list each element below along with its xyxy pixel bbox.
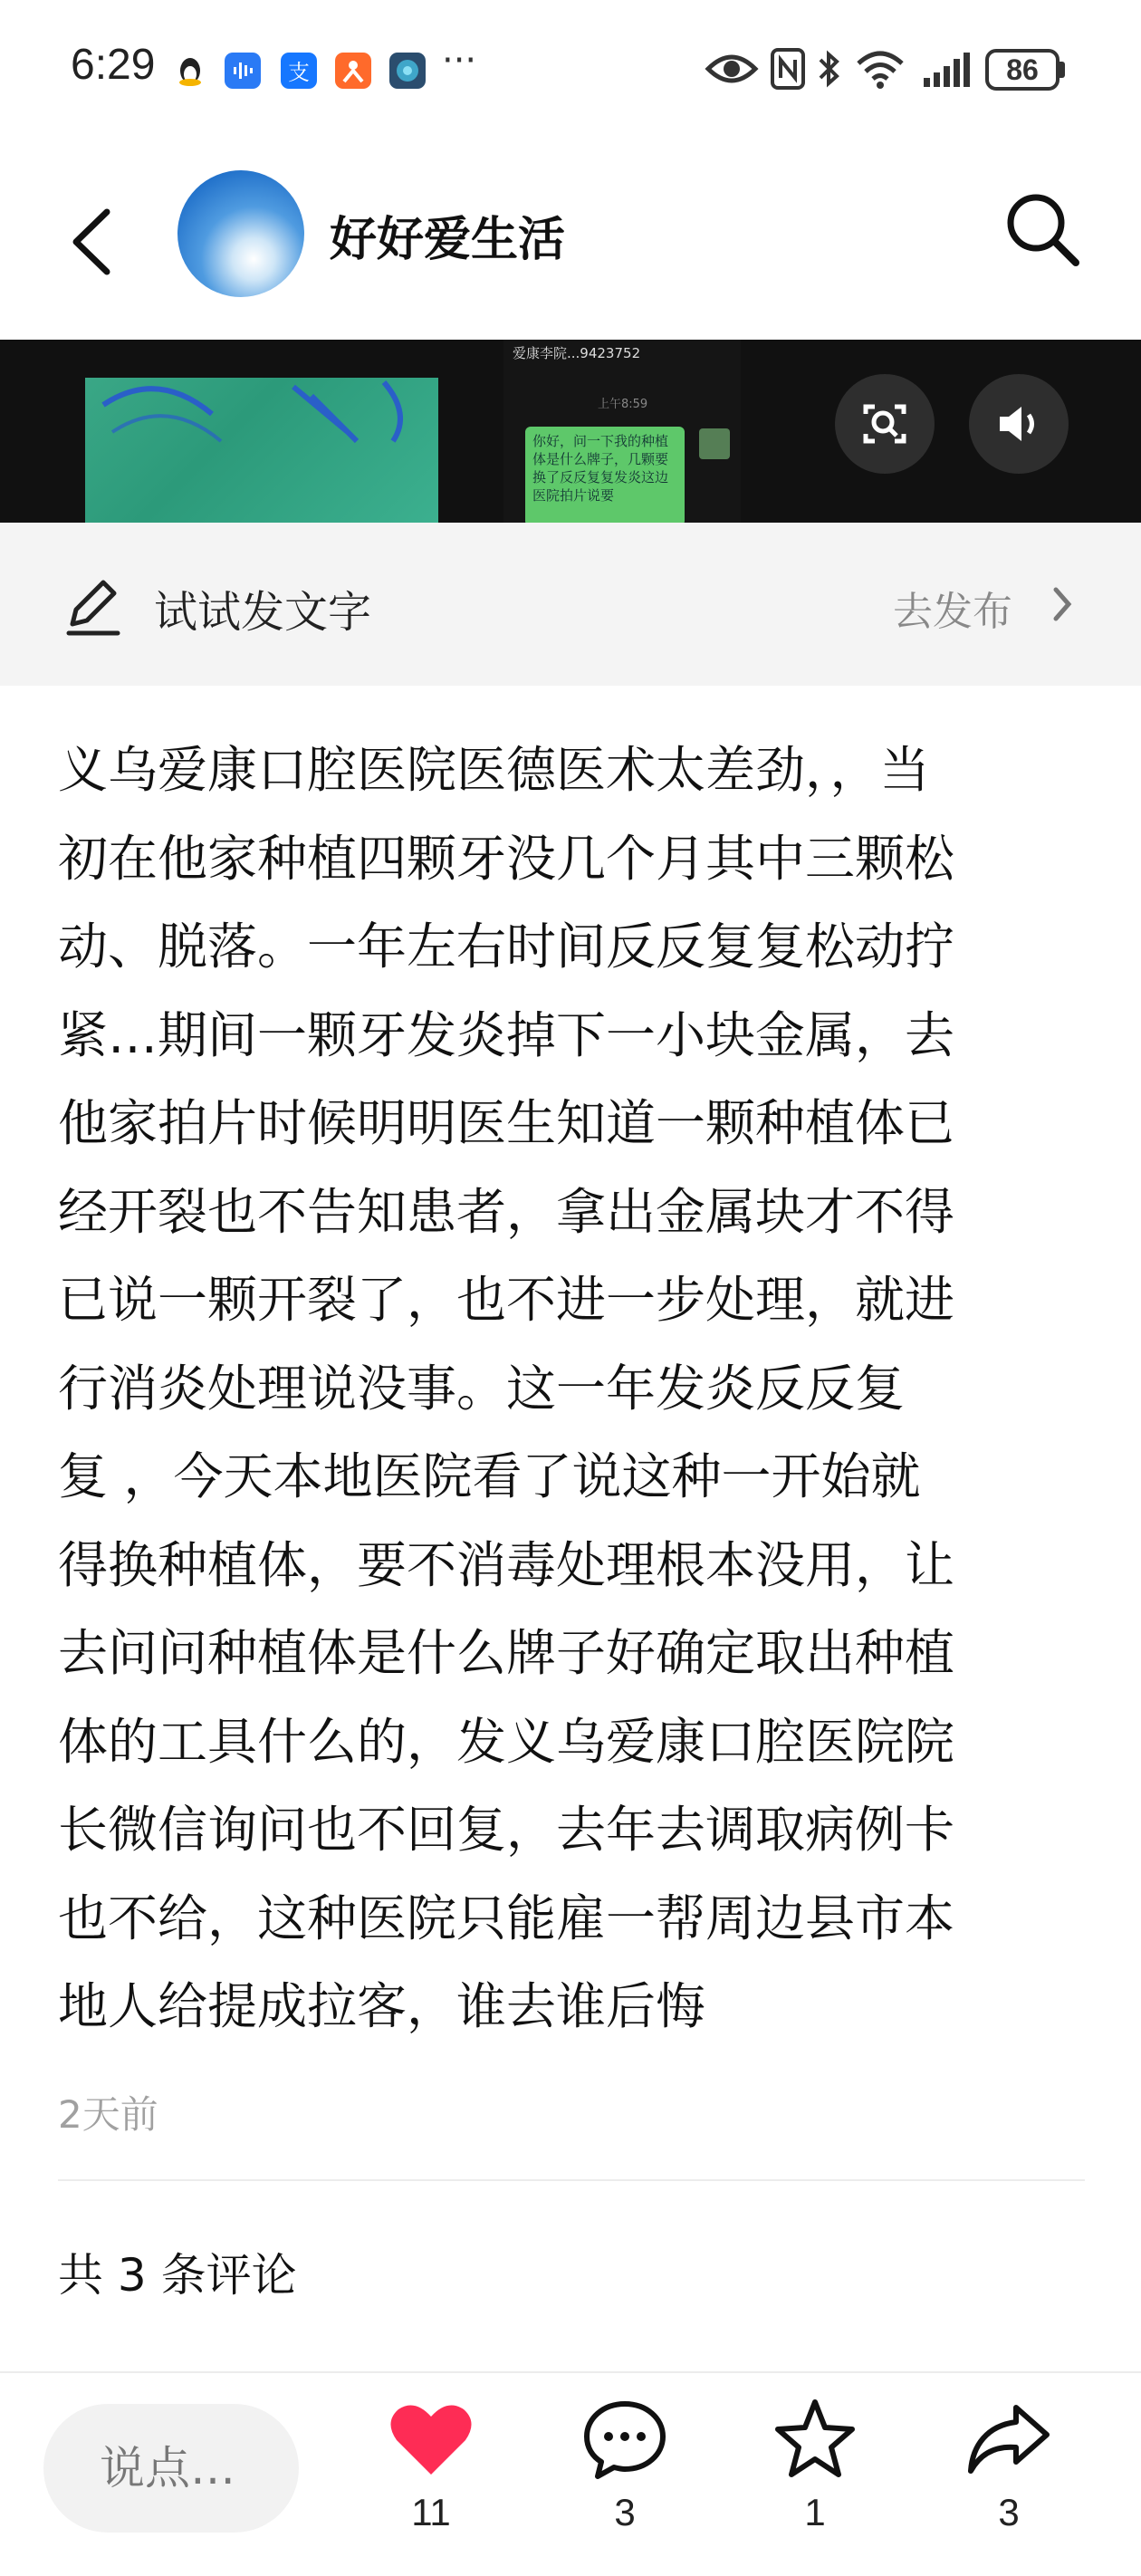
wallpaper-app-icon	[389, 53, 426, 89]
bluetooth-icon	[817, 47, 842, 91]
battery-indicator: 86	[985, 49, 1060, 91]
alipay-icon	[281, 53, 317, 89]
compose-prompt[interactable]: 试试发文字	[154, 587, 372, 638]
post-line: 体的工具什么的，发义乌爱康口腔医院院	[58, 1712, 955, 1771]
speaker-icon	[969, 374, 1069, 474]
comment-bubble-icon	[580, 2395, 670, 2485]
chevron-right-icon[interactable]	[1049, 582, 1076, 626]
sound-button[interactable]	[969, 374, 1069, 474]
comment-input[interactable]	[43, 2404, 299, 2533]
eye-icon	[705, 49, 759, 89]
post-line: 得换种植体，要不消毒处理根本没用，让	[58, 1535, 955, 1594]
status-time: 6:29	[71, 41, 156, 89]
post-line: 动、脱落。一年左右时间反反复复松动拧	[58, 918, 955, 976]
pencil-icon	[63, 573, 123, 639]
battery-tip	[1060, 62, 1065, 78]
comment-button[interactable]	[561, 2395, 688, 2549]
comment-count: 3	[614, 2491, 636, 2533]
like-count: 11	[411, 2491, 451, 2533]
favorite-count: 1	[804, 2491, 826, 2533]
status-bar	[0, 0, 1141, 145]
post-line: 他家拍片时候明明医生知道一颗种植体已	[58, 1094, 955, 1152]
channel-avatar[interactable]	[177, 170, 304, 297]
favorite-button[interactable]	[752, 2395, 878, 2549]
video-thumbnail-fabric	[85, 378, 438, 523]
channel-name[interactable]: 好好爱生活	[330, 213, 566, 267]
post-line: 已说一颗开裂了，也不进一步处理，就进	[58, 1271, 955, 1329]
comments-count-label: 共 3 条评论	[58, 2249, 297, 2302]
back-arrow-icon[interactable]	[60, 192, 123, 292]
post-line: 也不给，这种医院只能雇一帮周边县市本	[58, 1889, 955, 1947]
share-button[interactable]	[945, 2395, 1072, 2549]
svg-text:支: 支	[288, 60, 310, 85]
post-line: 紧…期间一颗牙发炎掉下一小块金属，去	[58, 1005, 955, 1064]
more-notifications: ···	[442, 40, 477, 82]
nfc-icon	[770, 47, 806, 91]
post-text	[58, 726, 1099, 2052]
post-line: 地人给提成拉客，谁去谁后悔	[58, 1977, 706, 2035]
chat-avatar	[699, 428, 730, 459]
post-timestamp: 2天前	[58, 2092, 158, 2137]
divider	[58, 2179, 1085, 2181]
post-line: 复 ，今天本地医院看了说这种一开始就	[58, 1447, 921, 1505]
post-line: 经开裂也不告知患者，拿出金属块才不得	[58, 1182, 955, 1241]
chat-header: 爱康李院...9423752	[513, 345, 641, 361]
post-line: 义乌爱康口腔医院医德医术太差劲，，当	[58, 741, 930, 799]
signal-icon	[922, 51, 973, 89]
like-button[interactable]	[368, 2395, 494, 2549]
channel-header	[0, 145, 1141, 340]
search-icon[interactable]	[996, 183, 1087, 274]
star-icon	[770, 2395, 860, 2485]
chat-message-bubble: 你好，问一下我的种植体是什么牌子，几颗要换了反反复复发炎这边医院拍片说要	[525, 427, 685, 523]
compose-bar[interactable]	[0, 523, 1141, 686]
post-line: 行消炎处理说没事。这一年发炎反反复	[58, 1359, 906, 1418]
video-thumbnail-chat	[503, 340, 741, 523]
post-line: 初在他家种植四颗牙没几个月其中三颗松	[58, 829, 955, 888]
qq-penguin-icon	[172, 53, 208, 89]
chat-time: 上午8:59	[598, 398, 648, 411]
scan-icon	[835, 374, 935, 474]
embroidery-pattern	[85, 378, 438, 523]
share-count: 3	[998, 2491, 1020, 2533]
post-line: 去问问种植体是什么牌子好确定取出种植	[58, 1624, 955, 1682]
voice-app-icon	[225, 53, 261, 89]
publish-link[interactable]: 去发布	[893, 589, 1012, 635]
taobao-app-icon	[335, 53, 371, 89]
video-preview[interactable]	[0, 340, 1141, 523]
share-arrow-icon	[964, 2395, 1054, 2485]
post-line: 长微信询问也不回复，去年去调取病例卡	[58, 1801, 955, 1859]
wifi-icon	[855, 49, 906, 89]
heart-icon	[386, 2395, 476, 2485]
scan-button[interactable]	[835, 374, 935, 474]
bottom-action-bar	[0, 2371, 1141, 2576]
